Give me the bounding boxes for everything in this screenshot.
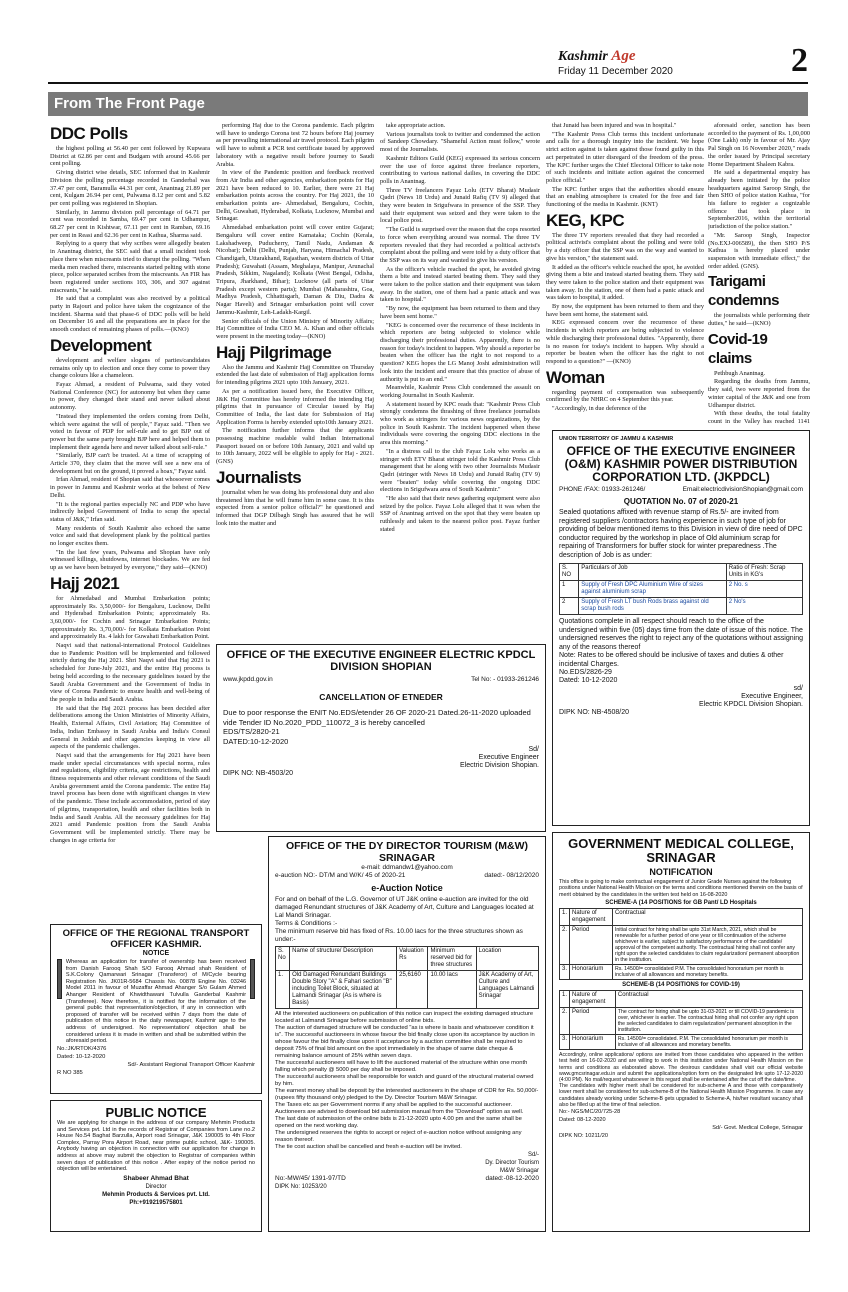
cell-value: Contractual xyxy=(612,909,802,926)
scheme-b-heading: SCHEME-B (14 POSITIONS for COVID-19) xyxy=(622,982,740,989)
ad-gmc-notification xyxy=(552,832,810,1232)
issue-date: Friday 11 December 2020 xyxy=(558,66,673,77)
paragraph: that Junaid has been injured and was in hospital." xyxy=(552,122,677,129)
ad-body: We are applying for change in the address of our company Mehmin Products and Services pvt. Ltd in the records of Registrar of Companies from Lane no.2 House No.54 Baghat Barzulla, Airport road Srinagar, J&K 190005 to 4th Floor Complex, Parray Pora Airport Road, near prime public school, J&K- 190005. Anybody having an objection in connection with our application for change in address at above may submit the objection to Registrar of companies within seven days of publication of this notice . After expiry of the notice period no objection will be entertained. xyxy=(57,1120,255,1173)
logo-age: Age xyxy=(611,48,636,64)
cell-value: Rs. 14500/= consolidated P.M. The consolidated honorarium per month is inclusive of all allowances and monetary benefits. xyxy=(612,965,802,980)
paragraph: development and welfare slogans of parties/candidates remains only up to election and once they come to power they change colours like a chameleon. xyxy=(50,356,210,380)
ad-notice: NOTICE xyxy=(142,950,170,957)
th-sno: S. NO xyxy=(560,564,579,581)
ad-bid-line: The minimum reserve bid has fixed of Rs. 10.00 lacs for the three structures shown as under:- xyxy=(275,928,523,943)
ad-title: PUBLIC NOTICE xyxy=(105,1105,207,1120)
page-number: 2 xyxy=(791,42,808,79)
cell-job: Supply of Fresh LT bush Rods brass against old scrap bush rods xyxy=(579,598,727,615)
th-name: Name of structure/ Description xyxy=(290,947,397,971)
paragraph: As per a notification issued here, the Executive Officer, J&K Haj Committee has hereby informed the intending Haj pilgrims that in pursuance of Circular issued by Haj Committee of India, the last date for Submission of Haj Application Forms is hereby extended upto10th January 2021. xyxy=(216,387,374,426)
ad-body: Accordingly, online applications/ options are invited from those candidates who appeared in the written test held on 16-02-2020 and are willing to work in this institution under National Health Mission on the terms and conditions as elaborated above. The desirous candidates shall visit our official website www.gmcsrinagar.edu.in and submit the applications/option form on the designated link upto 17-12-2020 (4:00 PM). No mail/request whatsoever in this regard shall be entertained after the cut off the date/time. xyxy=(559,1052,803,1084)
newspaper-logo xyxy=(558,48,635,65)
ad-structure-table xyxy=(275,946,539,1009)
ad-dated: Dated: 10-12-2020 xyxy=(559,677,618,684)
ad-dipk: DIPK NO: 10211/20 xyxy=(559,1133,609,1140)
ad-body: The candidates with higher merit shall be considered for sub-scheme A and those with comparatively lower merit shall be considered for sub-scheme-B of the National Health Mission Programme. In case any candidates already working under Scheme-B gets upgraded to Scheme-A, his/her resultant vacancy shall also be filled up at the time of final selection. xyxy=(559,1083,803,1108)
paragraph: "It is the regional parties especially NC and PDP who have indirectly helped Government of India to scrap the special status of J&K," Irfan said. xyxy=(50,500,210,523)
paragraph: The KPC further urges that the authorities should ensure that an enabling atmosphere is created for the free and fair functioning of the media in Kashmir. (KNT) xyxy=(546,185,704,209)
ad-name: Shabeer Ahmad Bhat xyxy=(123,1174,189,1182)
ad-title: OFFICE OF THE EXECUTIVE ENGINEER ELECTRIC KPDCL DIVISION SHOPIAN xyxy=(226,649,536,673)
paragraph: "The Guild is surprised over the reason that the cops resorted to force when everything around was normal. The three TV reporters revealed that they had recorded a political activist's complaint about the polling and were told by a duty officer that the SSP was on its way and wanted to give his version. xyxy=(380,226,540,264)
ad-body: The undersigned reserves the rights to accept or reject of e-auction notice without assigning any reason thereof. xyxy=(275,1130,522,1143)
paragraph: "Accordingly, in due deference of the xyxy=(552,405,647,413)
ad-rno: R NO 385 xyxy=(57,1069,83,1076)
ad-rto-body xyxy=(57,959,255,1045)
paragraph: As the officer's vehicle reached the spot, he avoided giving them a bite and instead started beating them. They said they were taken to the police station and their equipment was taken away. In the station, one of them had a panic attack and was taken to hospital." xyxy=(380,265,540,304)
ad-title: OFFICE OF THE REGIONAL TRANSPORT OFFICER KASHMIR. xyxy=(62,928,250,950)
paragraph: By now, the equipment has been returned to them and they have been sent home, the statement said. xyxy=(546,303,704,318)
ad-sd: Sd/ xyxy=(528,746,539,753)
masthead-right xyxy=(558,42,808,80)
paragraph: Ahmedabad embarkation point will cover entire Gujarat; Bengaluru will cover entire Karnataka; Cochin (Kerala, Lakshadweep, Puducherry, Tamil Nadu, Andaman & Nicobar); Delhi (Delhi, Punjab, Haryana, Himachal Pradesh, Chandigarh, Uttarakhand, Rajasthan, western districts of Uttar Pradesh); Guwahati (Assam, Meghalaya, Manipur, Arunachal Pradesh, Sikkim, Nagaland); Kolkata (West Bengal, Odisha, Tripura, Jharkhand, Bihar); Lucknow (all parts of Uttar Pradesh except western parts); Mumbai (Maharashtra, Goa, Madhya Pradesh, Chhattisgarh, Daman & Diu, Dadra & Nagar Haveli) and Srinagar embarkation point will cover Jammu-Kashmir, Leh-Ladakh-Kargil. xyxy=(216,224,374,316)
ad-body: The tie cost auction shall be cancelled and fresh e-auction will be invited. xyxy=(275,1144,462,1150)
ad-body: The auction of damaged structure will be conducted "as is where is basis and whatsoever condition it is". The successful auctioneers in whose favour the bid finally close upon its acceptance by auction in whose favour the bid finally close upon it acceptance by a auction committee shall be required to deposit 75% of final bid amount on the spot immediately in the shape of same date cheque & remaining balance amount of 25% within seven days. xyxy=(275,1025,535,1059)
paragraph: "The Kashmir Press Club terms this incident unfortunate and calls for a thorough inquiry into the incident. We hope strict action against is taken against those found guilty in this act perpetrated in utter disregard of the freedom of the press. The KPC further urges the Chief Electoral Officer to take note of such incidents and initiate action against the concerned police official." xyxy=(546,130,704,184)
th-bid: Minimum reserved bid for three structures xyxy=(428,947,476,971)
ad-ref-dated: dated:-08-12-2020 xyxy=(485,1175,539,1182)
paragraph: "Similarly, BJP can't be trusted. At a time of scrapping of Article 370, they claim that the move will see a new era of development but on the ground, it proved a hoax," Fayaz said. xyxy=(50,452,210,475)
ad-ref: No.:JK/RTOK/4376 xyxy=(57,1045,107,1052)
column-3 xyxy=(380,122,540,634)
paragraph: for Ahmedabad and Mumbai Embarkation points; approximately Rs. 3,50,000/- for Bengaluru, Lucknow, Delhi and Hyderabad Embarkation Points; approximately Rs. 3,60,000/- for Cochin and Srinagar Embarkation Points; approximately Rs. 3,70,000/- for Kolkata Embarkation Point and approximately Rs. 4 lakh for Guwahati Embarkation Point. xyxy=(50,594,210,641)
paragraph: Naqvi said that the arrangements for Haj 2021 have been made under special circumstances with special norms, rules and regulations, eligibility criteria, age restrictions, health and fitness requirements and other relevant conditions of the Saudi Arabia government amid the Corona pandemic. The entire Haj travel process has been done with significant changes in view of the pandemic. These include accommodation, period of stay of pilgrims, transportation, health and other facilities both in India and Saudi Arabia. All the necessary guidelines for Haj 2021 amid Pandemic position from the Saudi Arabia Government will be implemented strictly. There may be changes in age criteria for xyxy=(50,751,210,844)
cell-value: Initial contract for hiring shall be upto 31st March, 2021, which shall be renewable for a further period of one year or till continuation of the scheme whichever is earlier, subject to satisfactory performance of the candidate/ approval of the competent authority. The contractual hiring shall not confer any right upon the selected candidates to claim regularization/ permanent absorption in the institution. xyxy=(612,926,802,965)
paragraph: He said a departmental enquiry has already been initiated by the police headquarters against Saroop Singh, the then SHO of police station Kathua, "for his failure to register a cognizable offence that took place in September2016, within the territorial jurisdiction of the police station." xyxy=(708,169,810,231)
paragraph: Replying to a query that why scribes were allegedly beaten in Anantnag district, the SEC said that a small incident took place there when miscreants tried to disrupt the polling. "When media men reached there, miscreants started pelting with stone piece, police separated scribes from the miscreants. An FIR has been registered under sections 103, 306, and 307 against miscreants," he said. xyxy=(50,240,210,294)
ad-email: Email:electricdivisionShopian@gmail.com xyxy=(682,486,803,493)
person-photo xyxy=(250,959,255,999)
paragraph: Pethbugh Anantnag. xyxy=(714,369,766,377)
paragraph: Meanwhile, Kashmir Press Club condemned the assault on working Journalist in South Kashmir. xyxy=(380,384,540,399)
cell-no: 3. xyxy=(560,965,570,980)
paragraph: Various journalists took to twitter and condemned the action of Sandeep Chowdary. "Shameful Action must follow," wrote most of the Journalists. xyxy=(380,130,540,154)
th-location: Location xyxy=(476,947,538,971)
paragraph: "KEG is concerned over the recurrence of these incidents in which reporters are being subjected to violence while discharging their professional duties. Apparently, there is no reason for today's incident to happen. Why should a reporter be beaten when the officer has the right to not respond to a question? KEG hopes the LG Manoj Joshi administration will look into the incident and ensure that this practice of abuse of authority is put to an end." xyxy=(380,321,540,383)
paragraph: journalist when he was doing his professional duty and also threatened him that he will frame him in some case. It is this expected from a senior police official?" he questioned and informed that DGP Dilbagh Singh has assured that he will look into the matter and xyxy=(216,488,374,527)
paragraph: take appropriate action. xyxy=(386,122,446,129)
ad-web: www.jkpdd.gov.in xyxy=(223,676,273,683)
ad-body: The earnest money shall be deposit by the interested auctioneers in the shape of CDR for Rs. 50,000/- (rupees fifty thousand only) pledged to the Dy. Director Tourism M&W Srinagar. xyxy=(275,1088,539,1101)
ad-title: OFFICE OF THE DY DIRECTOR TOURISM (M&W) SRINAGAR xyxy=(285,840,529,864)
th-sno: S. No xyxy=(276,947,290,971)
ad-tourism-eauction xyxy=(268,836,546,1232)
ad-sd: Sd/- Govt. Medical College, Srinagar xyxy=(712,1125,803,1132)
headline-keg-kpc: KEG, KPC xyxy=(546,210,625,230)
cell-sno: 2 xyxy=(560,598,579,615)
ad-shopian-cancellation xyxy=(216,644,546,832)
paragraph: It added as the officer's vehicle reached the spot, he avoided giving them a bite and instead started beating them. They said they were taken to the police station and their equipment was taken away. In the station, one of them had a panic attack and was taken to hospital, it added. xyxy=(546,263,704,302)
th-ratio: Ratio of Fresh: Scrap Units in KG's xyxy=(726,564,802,581)
paragraph: The three TV reporters revealed that they had recorded a political activist's complaint about the polling and were told by a duty officer that the SSP was on the way and wanted to give his version," the statement said. xyxy=(546,231,704,262)
table-row xyxy=(560,598,803,615)
paragraph: KEG expressed concern over the recurrence of these incidents in which reporters are being subjected to violence while discharging their professional duties. "Apparently, there is no reason for today's incident to happen. Why should a reporter be beaten when the officer has the right to not respond to a question?" —(KNO) xyxy=(546,319,704,365)
ad-dated: dated:- 08/12/2020 xyxy=(484,872,539,879)
ad-notification: NOTIFICATION xyxy=(649,867,713,877)
th-job: Particulars of Job xyxy=(579,564,727,581)
paragraph: aforesaid order, sanction has been accorded to the payment of Rs. 1,00,000 (One Lakh) only in favour of Mr. Ajay Pal Singh on 16 November 2020," reads the order issued by Principal secretary Home Department Shaleen Kabra. xyxy=(708,122,810,168)
headline-covid-claims: Covid-19 claims xyxy=(708,330,768,367)
ad-intro: For and on behalf of the L.G. Governor of UT J&K online e-auction are invited for the old damaged Renundant structures of J&K Academy of Art, Culture and Languages located at Lal Mandi Srinagar. xyxy=(275,896,534,919)
ad-sign1: Executive Engineer, xyxy=(741,693,803,700)
ad-body: The successful auctioneers shall be responsible for watch and guard of the structural material owned by him. xyxy=(275,1074,534,1087)
cell-sno: 1. xyxy=(276,971,290,1009)
ad-heading: CANCELLATION OF ETNEDER xyxy=(319,692,443,702)
ad-sign1: Executive Engineer xyxy=(478,754,539,761)
paragraph: The notification further informs that the applicants possessing machine readable valid Indian International Passport issued on or before 10th January, 2021 and valid up to 10th January, 2022 will be eligible to apply for Haj - 2021. (GNS) xyxy=(216,427,374,466)
header-rule xyxy=(48,82,808,84)
headline-hajj-pilgrimage: Hajj Pilgrimage xyxy=(216,342,332,362)
ad-ref: No:-MW/45/ 1391-97/TD xyxy=(275,1175,346,1182)
column-5 xyxy=(708,122,810,426)
paragraph: He said that a complaint was also received by a political party in Rajouri and police have taken the cognizance of the incident. Sharma said that phase-6 of DDC polls will be held on December 16 and all the preparations are in place for the smooth conduct of remaining phases of polls.—(KNO) xyxy=(50,295,210,334)
cell-key: Nature of engagement xyxy=(570,909,613,926)
paragraph: "Instead they implemented the orders coming from Delhi, which were against the will of people," Fayaz said. "Then we voted in favour of PDP for self-rule and to get BJP out of power but the same party brought BJP here and helped them to implement their agenda here and never talked about self-rule." xyxy=(50,412,210,451)
paragraph: performing Haj due to the Corona pandemic. Each pilgrim will have to undergo Corona test 72 hours before Haj journey as per prevailing international air travel protocol. Each pilgrim will have to submit a PCR test certificate issued by approved laboratory with a negative result before journey to Saudi Arabia. xyxy=(216,122,374,168)
paragraph: Kashmir Editors Guild (KEG) expressed its serious concern over the use of force against three freelance reporters, contributing to various national dailies, in covering the DDC polls in Anantnag. xyxy=(380,154,540,185)
ad-sd: sd/ xyxy=(793,685,803,692)
ad-dipk: DIPK NO: NB-4503/20 xyxy=(223,770,294,777)
ad-email: e-mail: ddmandw1@yahoo.com xyxy=(361,864,453,871)
th-valuation: Valuation Rs xyxy=(397,947,428,971)
paragraph: Naqvi said that national-international Protocol Guidelines due to Pandemic Position will be implemented and followed strictly during the Haj 2021. Shri Naqvi said that Haj 2021 is scheduled for June-July 2021, and the entire Haj process is being held according to the necessary guidelines issued by the Saudi Arabia Government and the Government of India in view of Corona Pandemic to ensure health and well-being of the people in India and Saudi Arabia. xyxy=(50,642,210,703)
table-row xyxy=(560,909,803,926)
headline-development: Development xyxy=(50,335,152,355)
cell-ratio: 2 No. s xyxy=(726,581,802,598)
cell-key: Period xyxy=(570,926,613,965)
table-header xyxy=(276,947,539,971)
headline-journalists: Journalists xyxy=(216,467,302,487)
paragraph: "In a distress call to the club Fayaz Lolu who works as a stringer with ETV Bharat stringer told the Kashmir Press Club management that he along with two other Journalists Mudasir Qadri (stringer with News 18 Urdu) and Junaid Rafiq (TV 9) were "beaten" today while covering the ongoing DDC elections in Srigufwara area of South Kashmir." xyxy=(380,447,540,494)
paragraph: Senior officials of the Union Ministry of Minority Affairs; Haj Committee of India CEO M. A. Khan and other officials were present in the meeting today—(KNO) xyxy=(216,317,374,340)
ad-auction-no: e-auction NO:- DT/M and W/K/ 45 of 2020-21 xyxy=(275,872,406,879)
cell-bid: 10.00 lacs xyxy=(428,971,476,1009)
paragraph: A statement issued by KPC reads that: "Kashmir Press Club strongly condemns the thrashing of three freelance journalists who work as stringers for various news organizations, by the police in South Kashmir. The incident happened when these individuals were covering the ongoing DDC elections in the area this morning." xyxy=(380,400,540,447)
ad-ref: EDS/TS/2820-21 xyxy=(223,727,280,736)
ad-body: The last date of submission of the online bids is 21-12-2020 upto 4.00 pm and the same shall be opened on the next working day. xyxy=(275,1116,522,1129)
cell-key: Honorarium xyxy=(570,1035,616,1050)
ad-tag: UNION TERRITORY OF JAMMU & KASHMIR xyxy=(559,436,674,442)
ad-body: All the interested auctioneers on publication of this notice can inspect the existing damaged structure located at Lalmandi Srinagar before submission of online bids. xyxy=(275,1011,534,1024)
cell-valuation: 25,6160 xyxy=(397,971,428,1009)
ad-ref: No.EDS/2826-29 xyxy=(559,669,612,676)
table-row xyxy=(276,971,539,1009)
logo-kashmir: Kashmir xyxy=(558,49,608,64)
ad-contact xyxy=(223,676,539,684)
ad-intro: This office is going to make contractual engagement of Junior Grade Nurses against the following positions under National Health Mission on the terms and conditions mentioned therein on the basis of merit obtained by the candidates in the written test held on 16-08-2020 xyxy=(559,879,803,898)
paragraph: With these deaths, the total fatality count in the Valley has reached 1141 xyxy=(708,410,810,425)
ad-title: OFFICE OF THE EXECUTIVE ENGINEER (O&M) KASHMIR POWER DISTRIBUTION CORPORATION LTD. (JKPDCL) xyxy=(564,444,798,484)
headline-hajj-2021: Hajj 2021 xyxy=(50,573,120,593)
cell-value: The contract for hiring shall be upto 31-03-2021 or till COVID-19 pandemic is over, whichever is earlier. The contractual hiring shall not confer any right upon the selected candidates to claim regularization/ permanent absorption in the institution. xyxy=(615,1008,802,1035)
ad-phone: PHONE /FAX: 01933-261246/ xyxy=(559,486,646,493)
ad-terms: Terms & Conditions :- xyxy=(275,920,338,927)
ad-quotation-no: QUOTATION No. 07 of 2020-21 xyxy=(623,497,739,506)
headline-ddc-polls: DDC Polls xyxy=(50,124,128,143)
ad-company: Mehmin Products & Services pvt. Ltd. xyxy=(102,1191,210,1198)
paragraph: In view of the Pandemic position and feedback received from Air India and other agencies, embarkation points for Haj 2021 have been reduced to 10. Earlier, there were 21 Haj embarkation points across the country. For Haj 2021, the 10 embarkation points are- Ahmedabad, Bengaluru, Cochin, Delhi, Guwahati, Hyderabad, Kolkata, Lucknow, Mumbai and Srinagar. xyxy=(216,169,374,223)
scheme-a-table xyxy=(559,908,803,980)
paragraph: the highest polling at 56.40 per cent followed by Kupwara District at 62.86 per cent and Budgam with around 45.66 per cent polling. xyxy=(50,145,210,168)
ad-rto-notice xyxy=(50,924,262,1094)
column-4 xyxy=(546,122,704,426)
table-row xyxy=(560,991,803,1008)
paragraph: the journalists while performing their duties," he said—(KNO) xyxy=(708,312,810,328)
ad-title: GOVERNMENT MEDICAL COLLEGE, SRINAGAR xyxy=(568,836,794,865)
ad-sign2: Electric KPDCL Division Shopian. xyxy=(698,701,803,708)
scheme-a-heading: SCHEME-A (14 POSITIONS for GB Pant/ LD Hospitals xyxy=(605,900,757,907)
ad-sign1: Dy. Director Tourism xyxy=(485,1160,539,1166)
headline-tarigami-condemns: Tarigami condemns xyxy=(708,273,780,310)
headline-woman: Woman xyxy=(546,367,605,387)
cell-no: 2. xyxy=(560,1008,570,1035)
cell-key: Nature of engagement xyxy=(570,991,616,1008)
cell-location: J&K Academy of Art, Culture and Languages Lalmandi Srinagar xyxy=(476,971,538,1009)
ad-note: Note: Rates to be offered should be inclusive of taxes and duties & other incidental Charges. xyxy=(559,652,784,668)
ad-sign2: Electric Division Shopian. xyxy=(460,762,539,769)
cell-no: 1. xyxy=(560,909,570,926)
column-2 xyxy=(216,122,374,690)
section-banner: From The Front Page xyxy=(48,92,808,116)
cell-value: Rs. 14500/= consolidated. P.M. The consolidated honorarium per month is inclusive of all allowances and monetary benefits. xyxy=(615,1035,802,1050)
ad-items-table xyxy=(559,563,803,615)
ad-jkpdcl-quotation xyxy=(552,430,810,826)
table-row xyxy=(560,965,803,980)
ad-ref: No:- NGS/MC/20/725-28 xyxy=(559,1109,621,1116)
ad-dated: DATED:10-12-2020 xyxy=(223,736,289,746)
ad-public-notice xyxy=(50,1100,262,1232)
ad-dipk: DIPK No: 10253/20 xyxy=(275,1184,327,1190)
ad-ref-line xyxy=(275,1175,539,1183)
cell-key: Period xyxy=(570,1008,616,1035)
ad-heading: e-Auction Notice xyxy=(371,883,443,893)
cell-no: 1. xyxy=(560,991,570,1008)
paragraph: "By now, the equipment has been returned to them and they have been sent home." xyxy=(380,305,540,320)
paragraph: "In the last few years, Pulwama and Shopian have only witnessed killings, shutdowns, internet blockades. We are fed up as we have been betrayed by everyone," they said—(KNO) xyxy=(50,548,210,572)
paragraph: Irfan Ahmad, resident of Shopian said that whosoever comes in power in Jammu and Kashmir works at the behest of New Delhi. xyxy=(50,476,210,499)
table-row xyxy=(560,926,803,965)
ad-dated: Dated: 08-12-2020 xyxy=(559,1117,606,1124)
table-row xyxy=(560,581,803,598)
ad-tel: Tel No: - 01933-261246 xyxy=(471,676,539,683)
table-row xyxy=(560,1008,803,1035)
ad-body: Quotations complete in all respect should reach to the office of the undersigned within five (05) days time from the date of issue of this notice. The undersigned reserves the right to reject any of the quotations without assigning any of the reasons thereof xyxy=(559,618,803,651)
ad-sd: Sd/- xyxy=(527,1152,539,1158)
paragraph: regarding payment of compensation was subsequently confirmed by the NHRC on 4 September this year. xyxy=(546,388,704,404)
table-header xyxy=(560,564,803,581)
paragraph: Regarding the deaths from Jammu, they said, two were reported from the winter capital of the J&K and one from Udhampur district. xyxy=(708,378,810,409)
table-row xyxy=(560,1035,803,1050)
ad-body: The Taxes etc as per Government norms if any shall be applied to the successful auctioneer. Auctioneers are advised to download bid submission manual from the "Download" option as well. xyxy=(275,1102,524,1115)
ad-body: Due to poor response the ENIT No.EDS/etender 26 OF 2020-21 Dated.26-11-2020 uploaded vide Tender ID No.2020_PDD_110072_3 is hereby cancelled xyxy=(223,708,531,727)
paragraph: Fayaz Ahmad, a resident of Pulwama, said they voted National Conference (NC) for autonomy but when they came to power, they changed their stand and never talked about autonomy. xyxy=(50,380,210,412)
cell-ratio: 2 No's xyxy=(726,598,802,615)
ad-body: Whereas an application for transfer of ownership has been received from Danish Farooq Shah S/O Farooq Ahmad shah Resident of S.K.Colony Qamarwari Srinagar (Transferor) of M/Cycle bearing Registration No. JK01R-5684 Chassis No. 00878 Engine No. 03246 Model 2011 in favour of Muzaffar Ahmad Ahanger S/o Gulam Ahmed Ahanger Resident of Khwidthawani Tulvulla Ganderbal Kashmir (Transferee). Now therefore, it is notified for the information of the general public that representation/objection, if any in connection with proposed of transfer will be received within 7 days from the date of publication of this notice in the daily newspaper, Kashmir age to the address of undersigned. No representation/ objection shall be considered unless it is made in written and shall be submitted within the aforesaid period. xyxy=(65,959,247,1045)
paragraph: "Mr. Saroop Singh, Inspector (No.EXJ-006589), the then SHO P/S Kathua is hereby placed under suspension with immediate effect," the order added. (GNS). xyxy=(708,231,810,270)
ad-phone: Ph:+919219575801 xyxy=(129,1199,183,1206)
cell-sno: 1 xyxy=(560,581,579,598)
paragraph: Also the Jammu and Kashmir Hajj Committee on Thursday extended the last date of submission of Hajj application forms for intending pilgrims 2021 upto 10th January, 2021. xyxy=(216,363,374,387)
person-photo xyxy=(57,959,62,999)
ad-sign: Sd/- Assistant Regional Transport Officer Kashmir xyxy=(127,1061,255,1068)
scheme-b-table xyxy=(559,990,803,1050)
ad-contact xyxy=(559,486,803,494)
cell-name: Old Damaged Renundant Buildings Double Story "A" & Fahari section "B" including Toilet Block, situated at Lalmandi Srinagar (As is where is Basis) xyxy=(290,971,397,1009)
ad-sign2: M&W Srinagar xyxy=(499,1168,539,1174)
cell-key: Honorarium xyxy=(570,965,613,980)
masthead xyxy=(48,42,808,80)
ad-role: Director xyxy=(145,1183,167,1190)
ad-dated: Dated: 10-12-2020 xyxy=(57,1053,106,1060)
cell-no: 3. xyxy=(560,1035,570,1050)
paragraph: He said that the Haj 2021 process has been decided after deliberations among the Union Ministries of Minority Affairs, Health, External Affairs, Civil Aviation; Haj Committee of India, Indian Embassy in Saudi Arabia and India's Consul General in Jeddah and other agencies keeping in view all aspects of the pandemic challenges. xyxy=(50,704,210,751)
cell-job: Supply of Fresh DPC Aluminium Wire of sizes against aluminium scrap xyxy=(579,581,727,598)
paragraph: Many residents of South Kashmir also echoed the same voice and said that development plank by the political parties no longer excites them. xyxy=(50,524,210,548)
paragraph: Similarly, in Jammu division poll percentage of 64.71 per cent was recorded in Samba, 69.47 per cent in Udhampur, 68.27 per cent in Kishtwar, 67.11 per cent in Ramban, 69.16 per cent in Reasi and 62.36 per cent in Kathua, Sharma said. xyxy=(50,208,210,239)
ad-auction-ref xyxy=(275,872,539,880)
ad-dipk: DIPK NO: NB-4508/20 xyxy=(559,709,630,716)
cell-no: 2. xyxy=(560,926,570,965)
ad-intro: Sealed quotations affixed with revenue stamp of Rs.5/- are invited from registered suppliers /contractors having experience in such type of job for providing of below mentioned items to this Division in view of dire need of DPC conductor required by the workshop in place of Old aluminium scrap for repairing of Transformers for buffer stock for winter preparedness .The description of Job is as under: xyxy=(559,509,803,559)
cell-value: Contractual xyxy=(615,991,802,1008)
column-1 xyxy=(50,122,210,918)
ad-body: The successful auctioneers will have to lift the auctioned material of the structure within one month falling which penalty @ 5000 per day shall be imposed. xyxy=(275,1060,528,1073)
paragraph: Three TV freelancers Fayaz Lolu (ETV Bharat) Mudasir Qadri (News 18 Urdu) and Junaid Rafiq (TV 9) alleged that they were beaten in Srigufwara in presence of the SSP. They said their equipment was seized and they were taken to the local police post. xyxy=(380,186,540,225)
paragraph: "He also said that their news gathering equipment were also seized by the police. Fayaz Lolu alleged that it was when the SSP of Anantnag arrived on the spot that they were beaten up ruthlessly and taken to the nearest police post. Fayaz further stated xyxy=(380,495,540,533)
paragraph: Giving district wise details, SEC informed that in Kashmir Division the polling percentage recorded in Ganderbal was 37.47 per cent, Baramulla 44.31 per cent, Anantnag 21.89 per cent, Kulgam 26.94 per cent, Pulwama 8.12 per cent and 5.82 per cent polling was registered in Shopian. xyxy=(50,169,210,207)
